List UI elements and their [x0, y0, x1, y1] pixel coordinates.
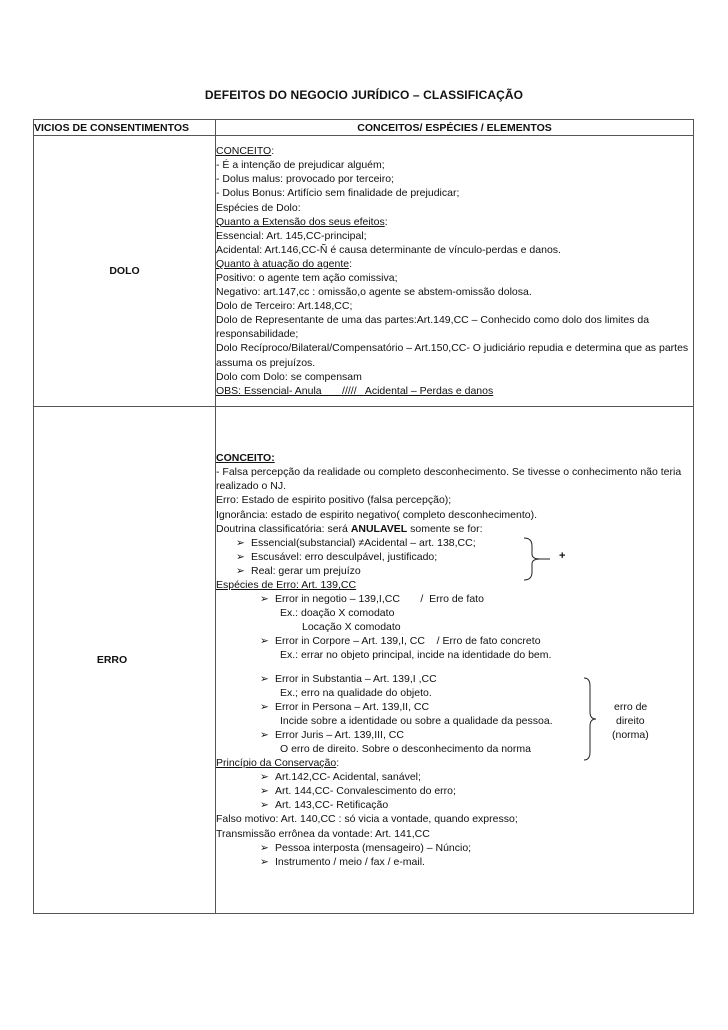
erro-conceito-label: CONCEITO: — [216, 452, 275, 465]
arrow-bullet-icon: ➢ — [260, 771, 269, 784]
table-row-dolo — [34, 136, 694, 407]
text-line: Positivo: o agente tem ação comissiva; — [216, 272, 398, 284]
text-line: Locação X comodato — [302, 621, 401, 634]
text-line: Incide sobre a identidade ou sobre a qualidade da pessoa. — [280, 714, 553, 727]
especies-label: Espécies de Erro: Art. 139,CC — [216, 578, 357, 591]
category-erro: ERRO — [34, 407, 216, 914]
text-line: Ex.: doação X comodato — [280, 607, 395, 620]
arrow-bullet-icon: ➢ — [260, 700, 269, 713]
text-line: Ignorância: estado de espirito negativo( completo desconhecimento). — [216, 508, 538, 521]
text-line: Dolo de Terceiro: Art.148,CC; — [216, 300, 353, 313]
arrow-bullet-icon: ➢ — [236, 550, 245, 563]
text-line: Ex.: errar no objeto principal, incide na identidade do bem. — [280, 649, 552, 662]
arrow-bullet-icon: ➢ — [260, 672, 269, 685]
page-title: DEFEITOS DO NEGOCIO JURÍDICO – CLASSIFICAÇÃO — [204, 88, 524, 102]
header-conceitos: CONCEITOS/ ESPÉCIES / ELEMENTOS — [216, 120, 694, 136]
dolo-atuacao-label: Quanto à atuação do agente — [216, 257, 350, 270]
plus-sign: + — [559, 549, 566, 562]
arrow-bullet-icon: ➢ — [260, 593, 269, 606]
arrow-bullet-icon: ➢ — [236, 564, 245, 577]
text-line: Negativo: art.147,cc : omissão,o agente se abstem-omissão dolosa. — [216, 286, 532, 299]
text-line: Transmissão errônea da vontade: Art. 141,CC — [216, 827, 430, 840]
text-line: - É a intenção de prejudicar alguém; — [216, 159, 385, 172]
dolo-content: CONCEITO: - É a intenção de prejudicar alguém; - Dolus malus: provocado por terceiro; - Dolus Bonus: Artifício sem finalidade de prejudicar; Espécies de Dolo: Quanto a Extensão dos seus efeitos: Essencial: Art. 145,CC-principal; Acidental: Art.146,CC-Ñ é causa determinante de vínculo-perdas e danos. Quanto à atuação do agente: Positivo: o agente tem ação comissiva; Negativo: art.147,cc : omissão,o agente se abstem-omissão dolosa. Dolo de Terceiro: Art.148,CC; Dolo de Representante de uma das partes:Art.149,CC – Conhecido como dolo dos limites da responsabilidade; Dolo Recíproco/Bilateral/Compensatório – Art.150,CC- O judiciário repudia e determina que as partes assuma os prejuízos. Dolo com Dolo: se compensam OBS: Essencial- Anula ///// Acidental – Perdas e danos — [216, 136, 694, 407]
text-line: Ex.; erro na qualidade do objeto. — [280, 686, 432, 699]
text-line: - Dolus malus: provocado por terceiro; — [216, 173, 394, 186]
dolo-extensao-label: Quanto a Extensão dos seus efeitos — [216, 215, 385, 228]
arrow-bullet-icon: ➢ — [260, 635, 269, 648]
table-row-erro — [34, 407, 694, 914]
text-line: - Dolus Bonus: Artifício sem finalidade de prejudicar; — [216, 187, 460, 200]
side-label: direito — [616, 714, 645, 727]
text-line: Acidental: Art.146,CC-Ñ é causa determinante de vínculo-perdas e danos. — [216, 243, 561, 256]
arrow-bullet-icon: ➢ — [260, 855, 269, 868]
conservacao-label: Princípio da Conservação — [216, 757, 337, 770]
erro-content: CONCEITO: - Falsa percepção da realidade ou completo desconhecimento. Se tivesse o conhecimento não teria realizado o NJ. Erro: Estado de espirito positivo (falsa percepção); Ignorância: estado de espirito negativo( completo desconhecimento). Doutrina classificatória: será ANULAVEL somente se for: ➢ Essencial(substancial) ≠Acidental – art. 138,CC; ➢ Escusável: erro desculpável, justificado; ➢ Real: gerar um prejuízo + Espécies de Erro: Art. 139,CC ➢ Error in negotio – 139,I,CC / Erro de fato Ex.: doação X comodato Locação X comodato ➢ Error in Corpore – Art. 139,I, CC / Erro de fato concreto Ex.: errar no objeto principal, incide na identidade do bem. ➢ Error in Substantia – Art. 139,I ,CC Ex.; erro na qualidade do objeto. ➢ Error in Persona – Art. 139,II, CC Incide sobre a identidade ou sobre a qualidade da pessoa. ➢ Error Juris – Art. 139,III, CC O erro de direito. Sobre o desconhecimento da norma erro de direito (norma) Princípio da Conservação: ➢ Art.142,CC- Acidental, sanável; ➢ Art. 144,CC- Convalescimento do erro; ➢ Art. 143,CC- Retificação Falso motivo: Art. 140,CC : só vicia a vontade, quando expresso; Transmissão errônea da vontade: Art. 141,CC ➢ Pessoa interposta (mensageiro) – Núncio; ➢ Instrumento / meio / fax / e-mail. — [216, 407, 694, 914]
requisitos-group: ➢ Essencial(substancial) ≠Acidental – art. 138,CC; ➢ Escusável: erro desculpável, justificado; ➢ Real: gerar um prejuízo + — [216, 536, 693, 578]
text-line: Dolo Recíproco/Bilateral/Compensatório – Art.150,CC- O judiciário repudia e determina que as partes assuma os prejuízos. — [216, 342, 689, 369]
text-line: Dolo de Representante de uma das partes:Art.149,CC – Conhecido como dolo dos limites da responsabilidade; — [216, 314, 650, 341]
dolo-obs: OBS: Essencial- Anula ///// Acidental – Perdas e danos — [216, 384, 494, 397]
arrow-bullet-icon: ➢ — [236, 536, 245, 549]
side-label: erro de — [614, 700, 648, 713]
dolo-conceito-label: CONCEITO — [216, 145, 272, 158]
curly-brace-icon — [582, 676, 602, 762]
text-line: Essencial: Art. 145,CC-principal; — [216, 229, 367, 242]
curly-brace-icon — [522, 536, 550, 582]
text-line: Dolo com Dolo: se compensam — [216, 370, 362, 383]
text-line: - Falsa percepção da realidade ou completo desconhecimento. Se tivesse o conhecimento não teria realizado o NJ. — [216, 466, 682, 493]
text-line: Erro: Estado de espirito positivo (falsa percepção); — [216, 494, 452, 507]
header-vicios: VICIOS DE CONSENTIMENTOS — [34, 120, 216, 136]
arrow-bullet-icon: ➢ — [260, 799, 269, 812]
classification-table — [33, 119, 694, 914]
text-line: Espécies de Dolo: — [216, 201, 301, 214]
arrow-bullet-icon: ➢ — [260, 841, 269, 854]
text-line: Falso motivo: Art. 140,CC : só vicia a vontade, quando expresso; — [216, 813, 518, 826]
arrow-bullet-icon: ➢ — [260, 728, 269, 741]
side-label: (norma) — [612, 728, 649, 741]
table-header-row — [34, 120, 694, 136]
text-line: O erro de direito. Sobre o desconhecimento da norma — [280, 743, 531, 756]
category-dolo: DOLO — [34, 136, 216, 407]
error-types-group: ➢ Error in Substantia – Art. 139,I ,CC Ex.; erro na qualidade do objeto. ➢ Error in Persona – Art. 139,II, CC Incide sobre a identidade ou sobre a qualidade da pessoa. ➢ Error Juris – Art. 139,III, CC O erro de direito. Sobre o desconhecimento da norma erro de direito (norma) — [216, 672, 693, 757]
arrow-bullet-icon: ➢ — [260, 785, 269, 798]
